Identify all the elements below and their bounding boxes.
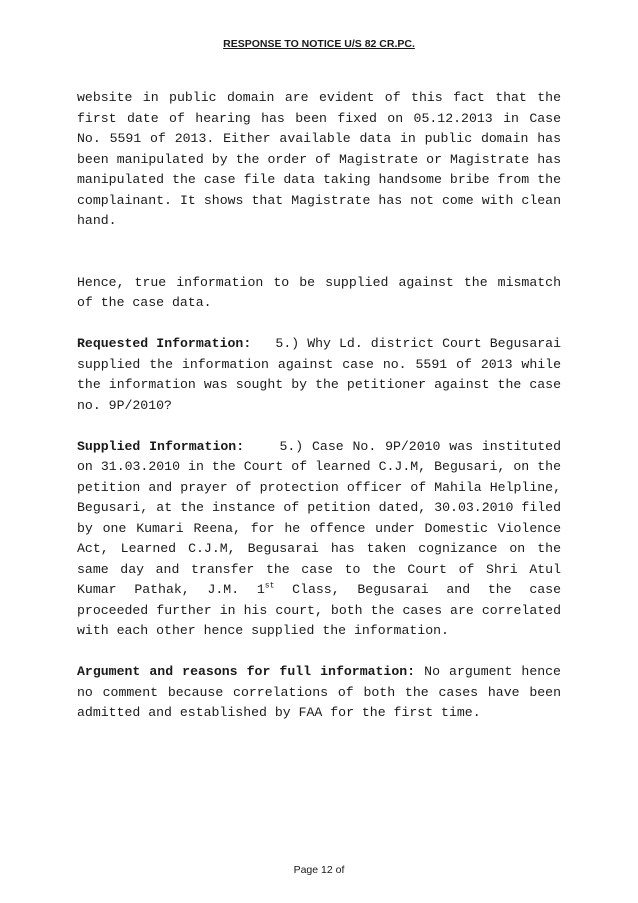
page-number-footer: Page 12 of bbox=[293, 864, 345, 876]
superscript-ordinal: st bbox=[264, 581, 275, 591]
supplied-information-text-1: 5.) Case No. 9P/2010 was instituted on 31.03.2010 in the Court of learned C.J.M, Begusari, on the petition and prayer of protection officer of Mahila Helpline, Begusari, at the instance of petition dated, 30.03.2010 filed by one Kumari Reena, for he offence under Domestic Violence Act, Learned C.J.M, Begusarai has taken cognizance on the same day and transfer the case to the Court of Shri Atul Kumar Pathak, J.M. 1 bbox=[77, 438, 561, 597]
argument-label: Argument and reasons for full information: bbox=[77, 664, 416, 679]
supplied-information-text-2: Class, Begusarai and the case proceeded further in his court, both the cases are correlated with each other hence supplied the information. bbox=[77, 582, 561, 638]
requested-information-label: Requested Information: bbox=[77, 336, 252, 351]
paragraph-argument bbox=[77, 662, 561, 724]
paragraph-website-evidence: website in public domain are evident of this fact that the first date of hearing has been fixed on 05.12.2013 in Case No. 5591 of 2013. Either available data in public domain has been manipulated by the order of Magistrate or Magistrate has manipulated the case file data taking handsome bribe from the complainant. It shows that Magistrate has not come with clean hand. bbox=[77, 90, 561, 228]
argument-text: No argument hence no comment because correlations of both the cases have been admitted and established by FAA for the first time. bbox=[77, 664, 561, 720]
supplied-information-label: Supplied Information: bbox=[77, 438, 245, 454]
spacer bbox=[77, 642, 561, 663]
page-header-title: RESPONSE TO NOTICE U/S 82 CR.PC. bbox=[223, 38, 415, 50]
requested-information-text: 5.) Why Ld. district Court Begusarai supplied the information against case no. 5591 of 2013 while the information was sought by the petitioner against the case no. 9P/2010? bbox=[77, 336, 561, 413]
paragraph-requested-information bbox=[77, 334, 561, 416]
document-body bbox=[77, 88, 561, 724]
spacer bbox=[77, 232, 561, 273]
paragraph-true-information: Hence, true information to be supplied against the mismatch of the case data. bbox=[77, 274, 561, 310]
spacer bbox=[77, 416, 561, 437]
spacer bbox=[77, 314, 561, 335]
paragraph-supplied-information bbox=[77, 437, 561, 642]
